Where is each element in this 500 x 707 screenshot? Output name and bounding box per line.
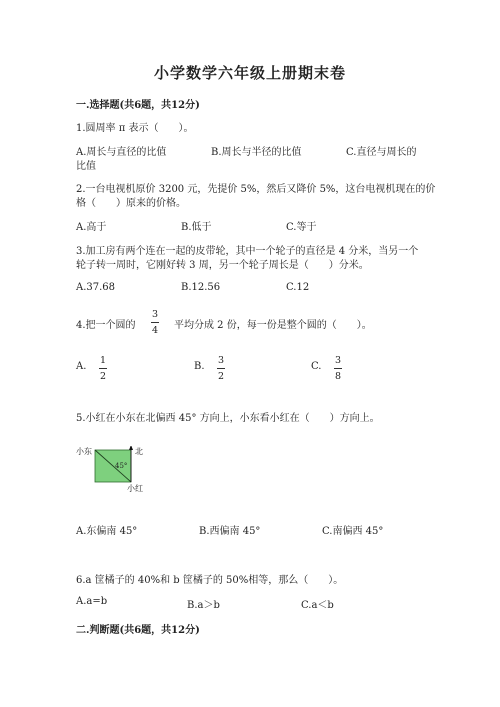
question-2-stem-line2: 格（ ）原来的价格。 (76, 198, 186, 209)
question-4-fraction-denominator: 4 (151, 324, 159, 336)
question-1-stem: 1.圆周率 π 表示（ ）。 (76, 123, 194, 134)
fraction-bar (334, 368, 342, 369)
question-6-stem: 6.a 筐橘子的 40%和 b 筐橘子的 50%相等，那么（ ）。 (76, 575, 344, 586)
question-5-option-c: C.南偏西 45° (322, 526, 384, 537)
question-6-option-c: C.a＜b (301, 600, 334, 611)
question-4-option-c-fraction (334, 356, 342, 381)
question-2-option-a: A.高于 (76, 222, 107, 233)
question-4-option-a-label: A. (76, 361, 87, 372)
option-b-denominator: 2 (217, 370, 225, 382)
question-2-option-c: C.等于 (286, 222, 317, 233)
question-4-option-a-fraction (99, 356, 107, 381)
question-2-option-b: B.低于 (181, 222, 212, 233)
label-north: 北 (135, 447, 143, 456)
label-xiaodong: 小东 (76, 447, 92, 456)
question-5-option-b: B.西偏南 45° (199, 526, 261, 537)
question-4-option-b-label: B. (194, 361, 205, 372)
question-6-option-a: A.a=b (76, 596, 108, 607)
option-a-denominator: 2 (99, 370, 107, 382)
fraction-bar (99, 368, 107, 369)
option-c-numerator: 3 (334, 355, 342, 366)
question-6-option-b: B.a＞b (187, 600, 220, 611)
question-1-option-b: B.周长与半径的比值 (211, 147, 302, 158)
question-5-stem: 5.小红在小东在北偏西 45° 方向上，小东看小红在（ ）方向上。 (76, 413, 380, 424)
fraction-bar (151, 322, 159, 323)
question-4-fraction (151, 310, 159, 335)
question-4-fraction-numerator: 3 (151, 309, 159, 320)
question-3-option-c: C.12 (286, 282, 310, 293)
page-title: 小学数学六年级上册期末卷 (153, 64, 346, 82)
question-3-stem-line1: 3.加工房有两个连在一起的皮带轮，其中一个轮子的直径是 4 分米，当另一个 (76, 246, 419, 257)
question-1-option-c: C.直径与周长的 (346, 147, 417, 158)
section-heading-choice: 一.选择题(共6题，共12分) (76, 100, 200, 111)
question-2-stem-line1: 2.一台电视机原价 3200 元，先提价 5%，然后又降价 5%，这台电视机现在的价 (76, 184, 436, 195)
north-arrow-head (129, 446, 133, 450)
direction-diagram (76, 446, 166, 492)
question-3-option-a: A.37.68 (76, 282, 116, 293)
question-3-stem-line2: 轮子转一周时，它刚好转 3 周，另一个轮子周长是（ ）分米。 (76, 260, 369, 271)
option-b-numerator: 3 (217, 355, 225, 366)
question-4-stem-suffix: 平均分成 2 份，每一份是整个圆的（ ）。 (174, 320, 372, 331)
option-c-denominator: 8 (334, 370, 342, 382)
question-5-option-a: A.东偏南 45° (76, 526, 138, 537)
option-a-numerator: 1 (99, 355, 107, 366)
question-4-option-c-label: C. (311, 361, 322, 372)
label-angle: 45° (115, 462, 128, 470)
fraction-bar (217, 368, 225, 369)
question-4-option-b-fraction (217, 356, 225, 381)
question-3-option-b: B.12.56 (181, 282, 221, 293)
question-1-option-a: A.周长与直径的比值 (76, 147, 167, 158)
label-xiaohong: 小红 (127, 484, 143, 493)
section-heading-true-false: 二.判断题(共6题，共12分) (76, 625, 200, 636)
question-1-option-c-continued: 比值 (76, 161, 96, 172)
question-4-stem-prefix: 4.把一个圆的 (76, 320, 136, 331)
